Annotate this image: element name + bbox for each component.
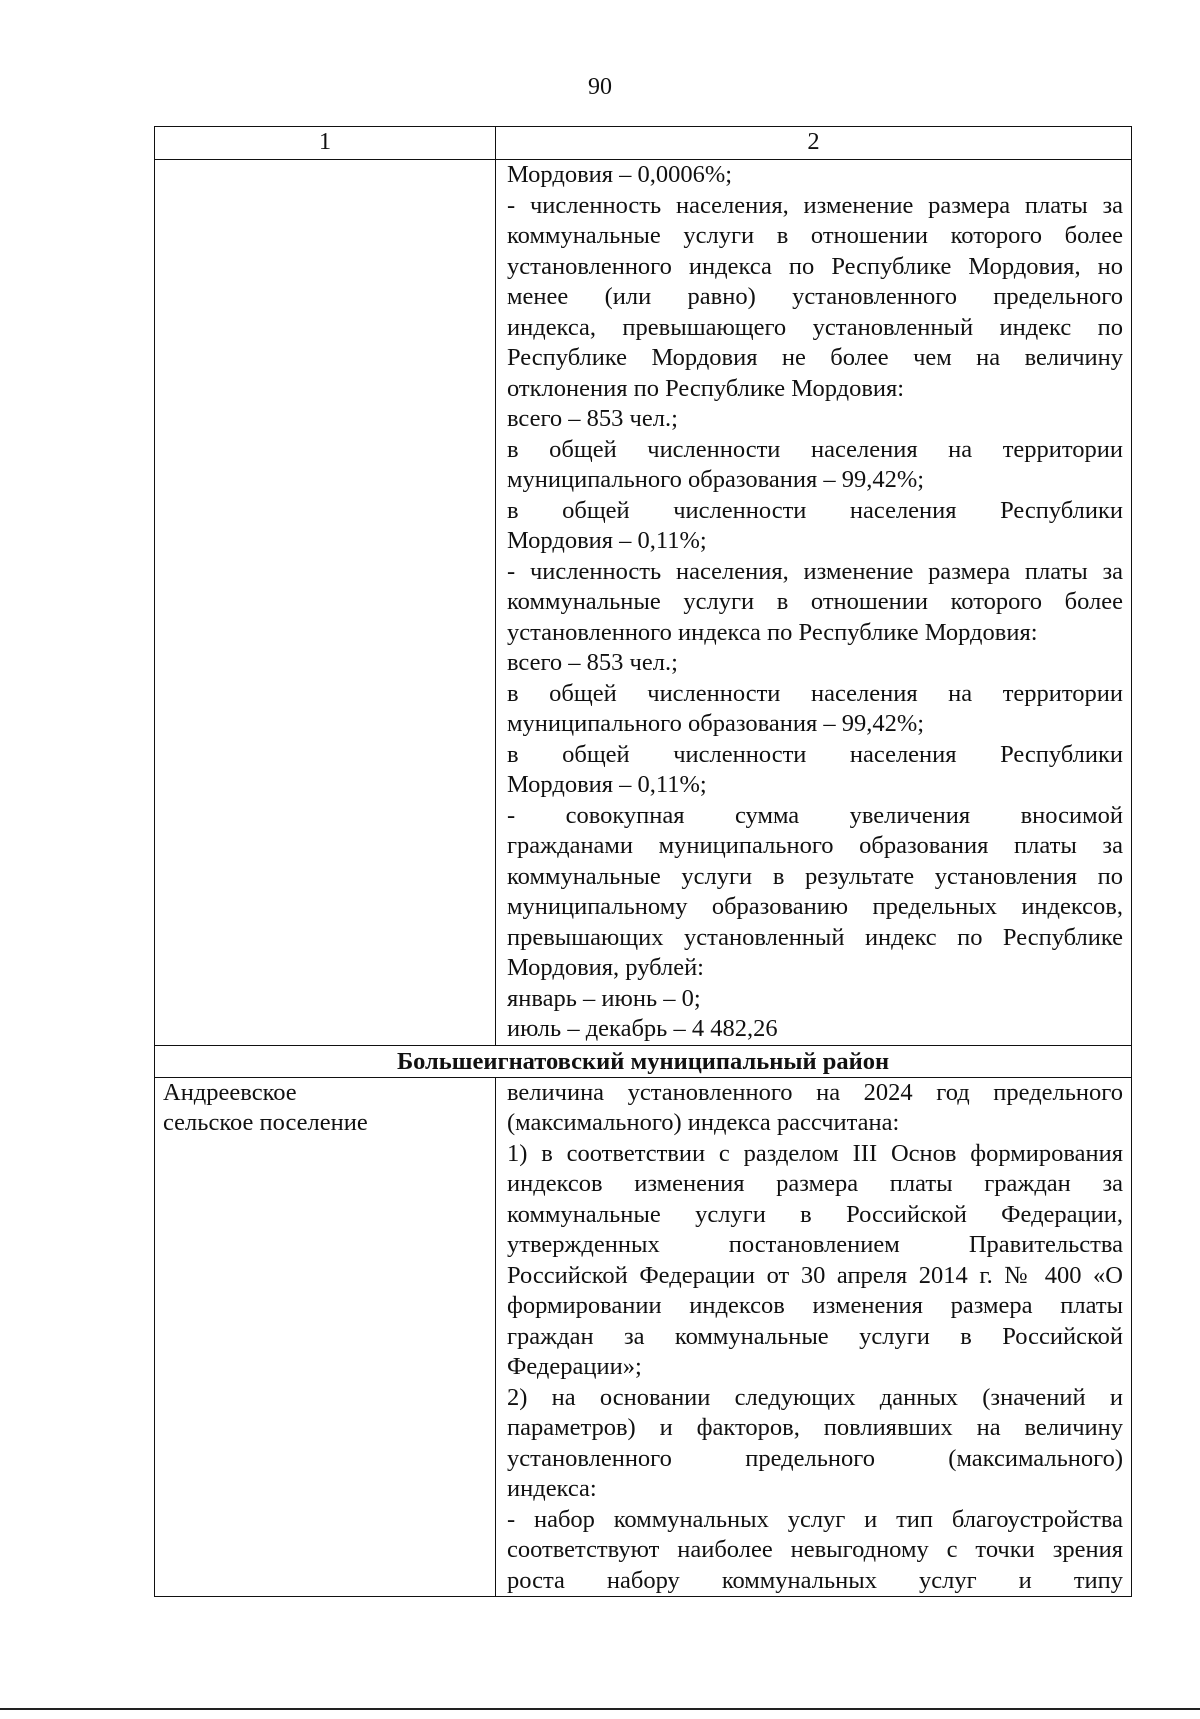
continuation-text-line: муниципального образования – 99,42%;	[507, 710, 925, 737]
settlement-text-line: роста набору коммунальных услуг и типу	[507, 1566, 1123, 1594]
continuation-text-line: январь – июнь – 0;	[507, 984, 701, 1012]
settlement-text-line: соответствуют наиболее невыгодному с точки зрения	[507, 1536, 1123, 1563]
settlement-text-line: утвержденных постановлением Правительства	[507, 1231, 1123, 1258]
settlement-name-line-1: Андреевское	[163, 1078, 297, 1106]
continuation-lines	[507, 160, 1123, 1045]
settlement-name-cell	[155, 1077, 496, 1597]
continuation-text-line: в общей численности населения на территории	[507, 679, 1123, 707]
continuation-text-line: в общей численности населения Республики	[507, 496, 1123, 524]
settlement-text-line: индекса:	[507, 1475, 597, 1502]
continuation-text-line: в общей численности населения на территории	[507, 435, 1123, 463]
page-bottom-edge	[0, 1708, 1200, 1710]
settlement-text-line: - набор коммунальных услуг и тип благоустройства	[507, 1505, 1123, 1533]
continuation-text-line: июль – декабрь – 4 482,26	[507, 1015, 778, 1042]
continuation-text-line: всего – 853 чел.;	[507, 649, 678, 676]
continuation-text-line: менее (или равно) установленного предельного	[507, 283, 1123, 310]
continuation-text-line: Мордовия, рублей:	[507, 954, 704, 981]
district-title: Большеигнатовский муниципальный район	[155, 1045, 1132, 1077]
continuation-text-line: отклонения по Республике Мордовия:	[507, 374, 905, 402]
continuation-text-cell	[496, 160, 1132, 1046]
continuation-text-line: установленного индекса по Республике Мордовия, но	[507, 252, 1123, 280]
settlement-text-line: коммунальные услуги в Российской Федерации,	[507, 1200, 1123, 1228]
continuation-text-line: - численность населения, изменение размера платы за	[507, 557, 1123, 585]
table-row	[155, 1077, 1132, 1597]
settlement-text-line: величина установленного на 2024 год предельного	[507, 1078, 1123, 1106]
continuation-text-line: установленного индекса по Республике Мордовия:	[507, 618, 1038, 646]
continuation-text-line: коммунальные услуги в результате установления по	[507, 862, 1123, 890]
settlement-text-line: параметров) и факторов, повлиявших на величину	[507, 1414, 1123, 1441]
continuation-text-line: коммунальные услуги в отношении которого более	[507, 222, 1123, 249]
continuation-text-line: Мордовия – 0,11%;	[507, 527, 707, 554]
continuation-text-line: Мордовия – 0,11%;	[507, 771, 707, 798]
settlement-text-line: индексов изменения размера платы граждан за	[507, 1170, 1123, 1197]
settlement-text-lines	[507, 1078, 1123, 1597]
settlement-text-line: (максимального) индекса рассчитана:	[507, 1109, 900, 1136]
continuation-text-line: - совокупная сумма увеличения вносимой	[507, 801, 1123, 829]
continuation-text-line: - численность населения, изменение размера платы за	[507, 191, 1123, 219]
column-header-1: 1	[155, 127, 496, 160]
empty-cell	[155, 160, 496, 1046]
table-row	[155, 160, 1132, 1046]
settlement-text-cell	[496, 1077, 1132, 1597]
table-header-row	[155, 127, 1132, 160]
settlement-name-line-2: сельское поселение	[163, 1109, 368, 1136]
continuation-text-line: превышающих установленный индекс по Республике	[507, 923, 1123, 951]
settlement-text-line: 2) на основании следующих данных (значений и	[507, 1383, 1123, 1411]
continuation-text-line: индекса, превышающего установленный индекс по	[507, 313, 1123, 341]
settlement-text-line: формировании индексов изменения размера платы	[507, 1292, 1123, 1319]
settlement-text-line: граждан за коммунальные услуги в Российской	[507, 1322, 1123, 1350]
continuation-text-line: всего – 853 чел.;	[507, 405, 678, 432]
page-number: 90	[588, 74, 612, 100]
document-table	[154, 126, 1132, 1597]
column-header-2: 2	[496, 127, 1132, 160]
district-row	[155, 1045, 1132, 1077]
continuation-text-line: муниципальному образованию предельных индексов,	[507, 893, 1123, 920]
continuation-text-line: муниципального образования – 99,42%;	[507, 466, 925, 493]
continuation-text-line: коммунальные услуги в отношении которого более	[507, 588, 1123, 615]
continuation-text-line: гражданами муниципального образования платы за	[507, 832, 1123, 859]
continuation-text-line: в общей численности населения Республики	[507, 740, 1123, 768]
settlement-text-line: установленного предельного (максимального)	[507, 1444, 1123, 1472]
settlement-text-line: 1) в соответствии с разделом III Основ формирования	[507, 1139, 1123, 1167]
settlement-text-line: Российской Федерации от 30 апреля 2014 г. № 400 «О	[507, 1261, 1123, 1289]
continuation-text-line: Мордовия – 0,0006%;	[507, 161, 733, 188]
settlement-text-line: Федерации»;	[507, 1353, 642, 1380]
continuation-text-line: Республике Мордовия не более чем на величину	[507, 344, 1123, 371]
